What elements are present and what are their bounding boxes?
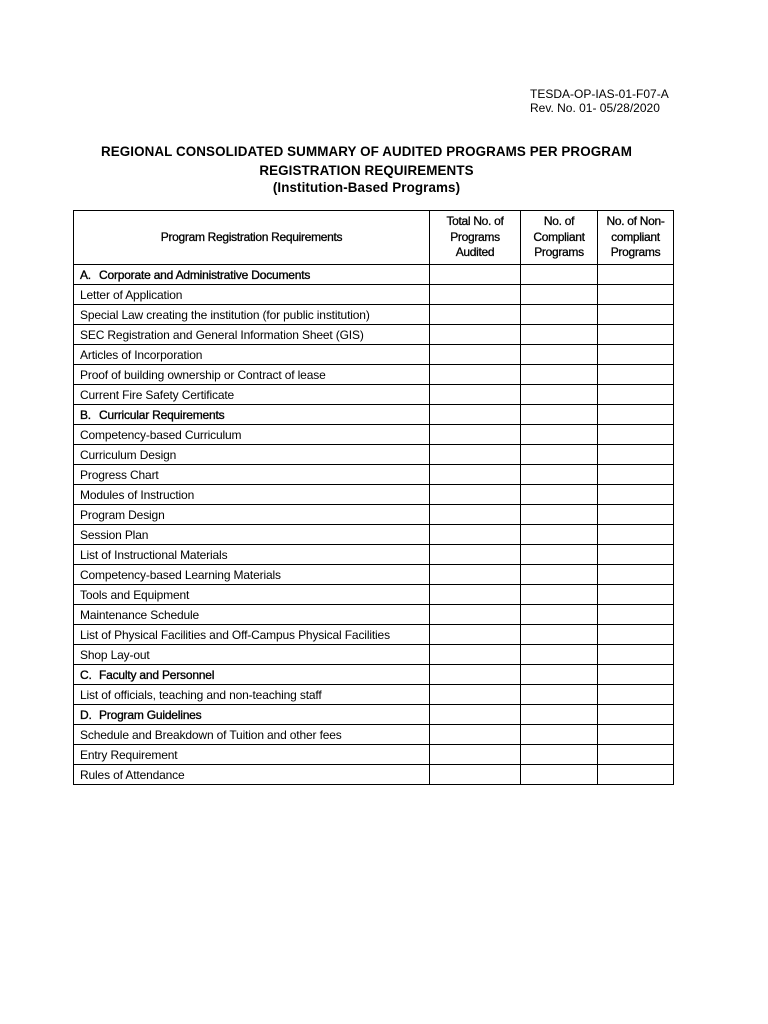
total-audited-cell[interactable] xyxy=(430,425,521,445)
compliant-cell[interactable] xyxy=(521,465,598,485)
section-title: Corporate and Administrative Documents xyxy=(99,267,311,282)
requirement-label: Current Fire Safety Certificate xyxy=(74,385,430,405)
table-row xyxy=(74,425,674,445)
requirements-table xyxy=(73,210,674,785)
requirement-label: List of officials, teaching and non-teaching staff xyxy=(74,685,430,705)
noncompliant-cell[interactable] xyxy=(598,765,674,785)
table-row xyxy=(74,745,674,765)
compliant-cell[interactable] xyxy=(521,585,598,605)
table-row xyxy=(74,505,674,525)
noncompliant-cell[interactable] xyxy=(598,525,674,545)
table-row xyxy=(74,345,674,365)
section-letter: A. xyxy=(80,267,91,282)
requirement-label: Special Law creating the institution (for public institution) xyxy=(74,305,430,325)
total-audited-cell[interactable] xyxy=(430,565,521,585)
compliant-cell[interactable] xyxy=(521,525,598,545)
document-title-line-2: REGISTRATION REQUIREMENTS xyxy=(259,163,474,178)
table-body xyxy=(74,265,674,785)
noncompliant-cell[interactable] xyxy=(598,405,674,425)
compliant-cell[interactable] xyxy=(521,605,598,625)
requirement-label: Competency-based Learning Materials xyxy=(74,565,430,585)
requirement-label: Modules of Instruction xyxy=(74,485,430,505)
section-title: Program Guidelines xyxy=(99,707,202,722)
compliant-cell[interactable] xyxy=(521,505,598,525)
compliant-cell[interactable] xyxy=(521,285,598,305)
noncompliant-cell[interactable] xyxy=(598,625,674,645)
noncompliant-cell[interactable] xyxy=(598,565,674,585)
section-row xyxy=(74,405,674,425)
total-audited-cell[interactable] xyxy=(430,605,521,625)
table-row xyxy=(74,585,674,605)
document-code: TESDA-OP-IAS-01-F07-A xyxy=(530,87,669,101)
noncompliant-cell[interactable] xyxy=(598,265,674,285)
total-audited-cell[interactable] xyxy=(430,265,521,285)
total-audited-cell[interactable] xyxy=(430,405,521,425)
noncompliant-cell[interactable] xyxy=(598,465,674,485)
column-header-total-audited xyxy=(430,211,521,265)
table-row xyxy=(74,465,674,485)
section-letter: D. xyxy=(80,707,92,722)
noncompliant-cell[interactable] xyxy=(598,605,674,625)
table-row xyxy=(74,685,674,705)
total-audited-cell[interactable] xyxy=(430,465,521,485)
section-title: Curricular Requirements xyxy=(99,407,225,422)
total-audited-cell[interactable] xyxy=(430,665,521,685)
table-row xyxy=(74,365,674,385)
total-audited-cell[interactable] xyxy=(430,305,521,325)
document-title-line-1: REGIONAL CONSOLIDATED SUMMARY OF AUDITED PROGRAMS PER PROGRAM xyxy=(100,144,633,159)
table-header-row xyxy=(74,211,674,265)
requirement-label: Schedule and Breakdown of Tuition and other fees xyxy=(74,725,430,745)
compliant-cell[interactable] xyxy=(521,745,598,765)
requirement-label: Entry Requirement xyxy=(74,745,430,765)
total-audited-cell[interactable] xyxy=(430,705,521,725)
total-audited-cell[interactable] xyxy=(430,545,521,565)
section-row xyxy=(74,265,674,285)
total-audited-cell[interactable] xyxy=(430,385,521,405)
total-audited-cell[interactable] xyxy=(430,285,521,305)
requirement-label: List of Instructional Materials xyxy=(74,545,430,565)
compliant-cell[interactable] xyxy=(521,445,598,465)
noncompliant-cell[interactable] xyxy=(598,585,674,605)
total-audited-cell[interactable] xyxy=(430,585,521,605)
section-heading xyxy=(74,665,430,685)
compliant-cell[interactable] xyxy=(521,345,598,365)
requirement-label: SEC Registration and General Information Sheet (GIS) xyxy=(74,325,430,345)
table-row xyxy=(74,645,674,665)
noncompliant-cell[interactable] xyxy=(598,685,674,705)
total-audited-cell[interactable] xyxy=(430,485,521,505)
compliant-cell[interactable] xyxy=(521,325,598,345)
column-header-requirement xyxy=(74,211,430,265)
requirement-label: Competency-based Curriculum xyxy=(74,425,430,445)
compliant-cell[interactable] xyxy=(521,545,598,565)
requirement-label: Rules of Attendance xyxy=(74,765,430,785)
requirement-label: Program Design xyxy=(74,505,430,525)
total-audited-cell[interactable] xyxy=(430,525,521,545)
column-header-compliant-label: No. of Compliant Programs xyxy=(533,214,585,260)
table-row xyxy=(74,445,674,465)
total-audited-cell[interactable] xyxy=(430,745,521,765)
section-heading xyxy=(74,265,430,285)
noncompliant-cell[interactable] xyxy=(598,325,674,345)
total-audited-cell[interactable] xyxy=(430,445,521,465)
noncompliant-cell[interactable] xyxy=(598,365,674,385)
compliant-cell[interactable] xyxy=(521,765,598,785)
requirement-label: Session Plan xyxy=(74,525,430,545)
requirement-label: Maintenance Schedule xyxy=(74,605,430,625)
noncompliant-cell[interactable] xyxy=(598,725,674,745)
table-row xyxy=(74,765,674,785)
noncompliant-cell[interactable] xyxy=(598,425,674,445)
compliant-cell[interactable] xyxy=(521,645,598,665)
section-title: Faculty and Personnel xyxy=(99,667,215,682)
compliant-cell[interactable] xyxy=(521,405,598,425)
revision-number: Rev. No. 01- 05/28/2020 xyxy=(530,101,660,115)
noncompliant-cell[interactable] xyxy=(598,485,674,505)
section-heading xyxy=(74,405,430,425)
column-header-noncompliant xyxy=(598,211,674,265)
noncompliant-cell[interactable] xyxy=(598,445,674,465)
column-header-total-audited-label: Total No. of Programs Audited xyxy=(446,214,504,260)
table-row xyxy=(74,625,674,645)
compliant-cell[interactable] xyxy=(521,265,598,285)
requirement-label: List of Physical Facilities and Off-Campus Physical Facilities xyxy=(74,625,430,645)
noncompliant-cell[interactable] xyxy=(598,705,674,725)
noncompliant-cell[interactable] xyxy=(598,505,674,525)
total-audited-cell[interactable] xyxy=(430,645,521,665)
compliant-cell[interactable] xyxy=(521,385,598,405)
document-title-block xyxy=(0,142,733,196)
total-audited-cell[interactable] xyxy=(430,685,521,705)
compliant-cell[interactable] xyxy=(521,425,598,445)
total-audited-cell[interactable] xyxy=(430,345,521,365)
compliant-cell[interactable] xyxy=(521,485,598,505)
column-header-requirement-label: Program Registration Requirements xyxy=(160,229,343,244)
total-audited-cell[interactable] xyxy=(430,625,521,645)
table-row xyxy=(74,285,674,305)
requirement-label: Progress Chart xyxy=(74,465,430,485)
noncompliant-cell[interactable] xyxy=(598,665,674,685)
requirement-label: Tools and Equipment xyxy=(74,585,430,605)
section-row xyxy=(74,705,674,725)
table-row xyxy=(74,485,674,505)
noncompliant-cell[interactable] xyxy=(598,305,674,325)
noncompliant-cell[interactable] xyxy=(598,645,674,665)
total-audited-cell[interactable] xyxy=(430,765,521,785)
requirement-label: Articles of Incorporation xyxy=(74,345,430,365)
section-row xyxy=(74,665,674,685)
table-row xyxy=(74,605,674,625)
noncompliant-cell[interactable] xyxy=(598,545,674,565)
total-audited-cell[interactable] xyxy=(430,325,521,345)
column-header-noncompliant-label: No. of Non-compliant Programs xyxy=(606,214,665,260)
noncompliant-cell[interactable] xyxy=(598,345,674,365)
requirement-label: Proof of building ownership or Contract of lease xyxy=(74,365,430,385)
section-letter: C. xyxy=(80,667,92,682)
total-audited-cell[interactable] xyxy=(430,505,521,525)
compliant-cell[interactable] xyxy=(521,725,598,745)
table-row xyxy=(74,305,674,325)
requirement-label: Shop Lay-out xyxy=(74,645,430,665)
document-code-block xyxy=(530,87,669,115)
compliant-cell[interactable] xyxy=(521,665,598,685)
compliant-cell[interactable] xyxy=(521,305,598,325)
column-header-compliant xyxy=(521,211,598,265)
requirement-label: Letter of Application xyxy=(74,285,430,305)
noncompliant-cell[interactable] xyxy=(598,385,674,405)
table-row xyxy=(74,725,674,745)
compliant-cell[interactable] xyxy=(521,365,598,385)
noncompliant-cell[interactable] xyxy=(598,745,674,765)
document-subtitle: (Institution-Based Programs) xyxy=(272,180,461,195)
section-letter: B. xyxy=(80,407,91,422)
requirement-label: Curriculum Design xyxy=(74,445,430,465)
table-row xyxy=(74,385,674,405)
compliant-cell[interactable] xyxy=(521,705,598,725)
compliant-cell[interactable] xyxy=(521,685,598,705)
total-audited-cell[interactable] xyxy=(430,365,521,385)
total-audited-cell[interactable] xyxy=(430,725,521,745)
compliant-cell[interactable] xyxy=(521,565,598,585)
table-row xyxy=(74,565,674,585)
noncompliant-cell[interactable] xyxy=(598,285,674,305)
table-row xyxy=(74,545,674,565)
compliant-cell[interactable] xyxy=(521,625,598,645)
table-row xyxy=(74,525,674,545)
table-row xyxy=(74,325,674,345)
section-heading xyxy=(74,705,430,725)
